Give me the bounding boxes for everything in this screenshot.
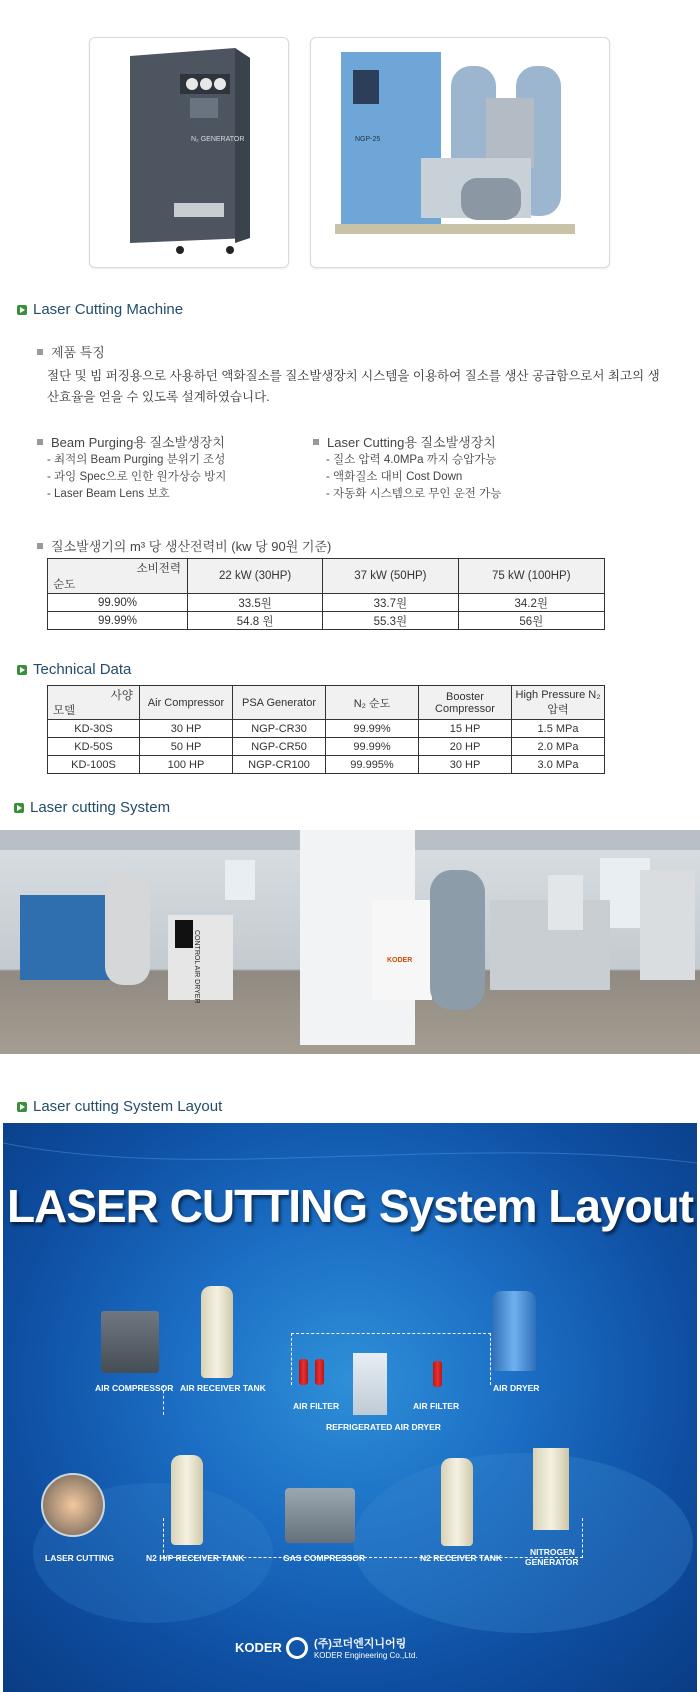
control-air-dryer-label: CONTROL AIR DRYER (193, 930, 200, 1004)
list-item: - Laser Beam Lens 보호 (47, 488, 170, 500)
column-header: PSA Generator (233, 686, 326, 720)
logo-english-name: KODER Engineering Co.,Ltd. (313, 1651, 418, 1660)
n2-hp-receiver-tank-label: N2 H/P RECEIVER TANK (146, 1553, 245, 1563)
laser-cutting-label: LASER CUTTING (45, 1553, 114, 1563)
section-header-laser-cutting-system (14, 799, 170, 816)
arrow-bullet-icon (17, 665, 27, 675)
list-item: - 최적의 Beam Purging 분위기 조성 (47, 454, 226, 466)
nitrogen-generator-unit (533, 1448, 569, 1530)
logo-mark-icon (286, 1637, 308, 1659)
table-cell: 15 HP (419, 720, 512, 738)
table-cell: 2.0 MPa (512, 738, 605, 756)
product-photo-n2-generator (89, 37, 289, 268)
section-header-laser-cutting-machine (17, 301, 183, 318)
laser-cutting-heading-text: Laser Cutting용 질소발생장치 (327, 435, 496, 450)
table-header-row (48, 686, 605, 720)
square-bullet-icon (313, 439, 319, 445)
system-layout-diagram (3, 1123, 697, 1692)
air-filter-icon (315, 1359, 324, 1385)
table-cell: 100 HP (140, 756, 233, 774)
refrigerated-air-dryer-unit (353, 1353, 387, 1415)
corner-bottom-label: 순도 (53, 579, 76, 591)
layout-title: LASER CUTTING System Layout (6, 1180, 694, 1232)
arrow-bullet-icon (17, 305, 27, 315)
arrow-bullet-icon (14, 803, 24, 813)
table-corner-cell (48, 559, 188, 594)
list-item: - 액화질소 대비 Cost Down (326, 471, 463, 483)
koder-brand-label: KODER (387, 957, 413, 964)
connector-line (163, 1518, 583, 1558)
logo-brand: KODER (235, 1640, 282, 1655)
table-cell: 20 HP (419, 738, 512, 756)
air-receiver-tank (201, 1286, 233, 1378)
table-row (48, 612, 605, 630)
features-heading (37, 342, 105, 361)
cost-heading (37, 536, 331, 555)
features-description: 절단 및 빔 퍼징용으로 사용하던 액화질소를 질소발생장치 시스템을 이용하여 질소를 생산 공급함으로서 최고의 생산효율을 얻을 수 있도록 설계하였습니다. (47, 369, 660, 404)
refrigerated-air-dryer-label: REFRIGERATED AIR DRYER (326, 1422, 441, 1432)
table-cell: 99.99% (326, 720, 419, 738)
section-title: Laser cutting System (30, 799, 171, 816)
air-filter-icon (433, 1361, 442, 1387)
air-filter-icon (299, 1359, 308, 1385)
column-header: High Pressure N₂ 압력 (512, 686, 605, 720)
table-header-row (48, 559, 605, 594)
air-compressor-unit (101, 1311, 159, 1373)
gas-compressor-label: GAS COMPRESSOR (283, 1553, 366, 1563)
table-cell: NGP-CR30 (233, 720, 326, 738)
table-cell: KD-50S (48, 738, 140, 756)
table-row (48, 594, 605, 612)
table-cell: NGP-CR100 (233, 756, 326, 774)
table-cell: 34.2원 (458, 594, 604, 612)
laser-cutting-head (41, 1473, 105, 1537)
section-header-system-layout (17, 1098, 222, 1115)
n2-hp-receiver-tank (171, 1455, 203, 1545)
system-equipment-image (0, 830, 700, 1054)
table-cell: 55.3원 (323, 612, 458, 630)
air-dryer-unit (492, 1291, 536, 1371)
logo-korean-name: (주)코더엔지니어링 (313, 1638, 407, 1650)
table-cell: 33.7원 (323, 594, 458, 612)
gas-compressor-unit (285, 1488, 355, 1543)
technical-data-table (47, 685, 605, 774)
air-compressor-label: AIR COMPRESSOR (95, 1383, 174, 1393)
section-title: Laser cutting System Layout (33, 1098, 223, 1115)
table-cell: 99.995% (326, 756, 419, 774)
table-cell: 33.5원 (188, 594, 323, 612)
section-title: Laser Cutting Machine (33, 301, 184, 318)
beam-purging-heading (37, 432, 225, 451)
table-cell: NGP-CR50 (233, 738, 326, 756)
table-cell: KD-30S (48, 720, 140, 738)
table-cell: 3.0 MPa (512, 756, 605, 774)
table-corner-cell (48, 686, 140, 720)
table-cell: 99.99% (48, 612, 188, 630)
air-filter-label: AIR FILTER (413, 1401, 460, 1411)
features-heading-text: 제품 특징 (51, 345, 105, 360)
ngp25-system-image (311, 38, 611, 269)
table-cell: 99.90% (48, 594, 188, 612)
list-item: - 자동화 시스템으로 무인 운전 가능 (326, 488, 502, 500)
column-header: 75 kW (100HP) (458, 559, 604, 594)
system-installation-photo (0, 830, 700, 1054)
air-dryer-label: AIR DRYER (493, 1383, 540, 1393)
list-item: - 과잉 Spec으로 인한 원가상승 방지 (47, 471, 227, 483)
n2-generator-label: N₂ GENERATOR (191, 136, 245, 143)
table-cell: 50 HP (140, 738, 233, 756)
laser-cutting-list (326, 452, 501, 503)
n2-receiver-tank (441, 1458, 473, 1546)
square-bullet-icon (37, 439, 43, 445)
table-cell: KD-100S (48, 756, 140, 774)
column-header: Air Compressor (140, 686, 233, 720)
table-cell: 99.99% (326, 738, 419, 756)
table-cell: 30 HP (140, 720, 233, 738)
n2-receiver-tank-label: N2 RECEIVER TANK (420, 1553, 503, 1563)
air-filter-label: AIR FILTER (293, 1401, 340, 1411)
nitrogen-generator-label-line1: NITROGEN (530, 1547, 575, 1557)
n2-generator-cabinet-image (90, 38, 290, 269)
ngp25-label: NGP-25 (355, 136, 381, 143)
cost-heading-text: 질소발생기의 m³ 당 생산전력비 (kw 당 90원 기준) (51, 539, 332, 554)
beam-purging-heading-text: Beam Purging용 질소발생장치 (51, 435, 225, 450)
corner-top-label: 사양 (110, 690, 133, 702)
laser-cutting-heading (313, 432, 496, 451)
table-cell: 54.8 원 (188, 612, 323, 630)
square-bullet-icon (37, 349, 43, 355)
product-photo-ngp25 (310, 37, 610, 268)
corner-bottom-label: 모델 (53, 705, 76, 717)
logo-text (314, 1635, 418, 1660)
table-cell: 30 HP (419, 756, 512, 774)
koder-logo (235, 1635, 418, 1660)
section-title: Technical Data (33, 661, 132, 678)
square-bullet-icon (37, 543, 43, 549)
list-item: - 질소 압력 4.0MPa 까지 승압가능 (326, 454, 497, 466)
table-row (48, 738, 605, 756)
column-header: N₂ 순도 (326, 686, 419, 720)
column-header: Booster Compressor (419, 686, 512, 720)
arrow-bullet-icon (17, 1102, 27, 1112)
corner-top-label: 소비전력 (136, 563, 181, 575)
section-header-technical-data (17, 661, 131, 678)
cost-table (47, 558, 605, 630)
air-receiver-tank-label: AIR RECEIVER TANK (180, 1383, 266, 1393)
table-cell: 56원 (458, 612, 604, 630)
nitrogen-generator-label-line2: GENERATOR (525, 1557, 579, 1567)
beam-purging-list (47, 452, 226, 503)
table-cell: 1.5 MPa (512, 720, 605, 738)
table-row (48, 756, 605, 774)
column-header: 37 kW (50HP) (323, 559, 458, 594)
table-row (48, 720, 605, 738)
column-header: 22 kW (30HP) (188, 559, 323, 594)
